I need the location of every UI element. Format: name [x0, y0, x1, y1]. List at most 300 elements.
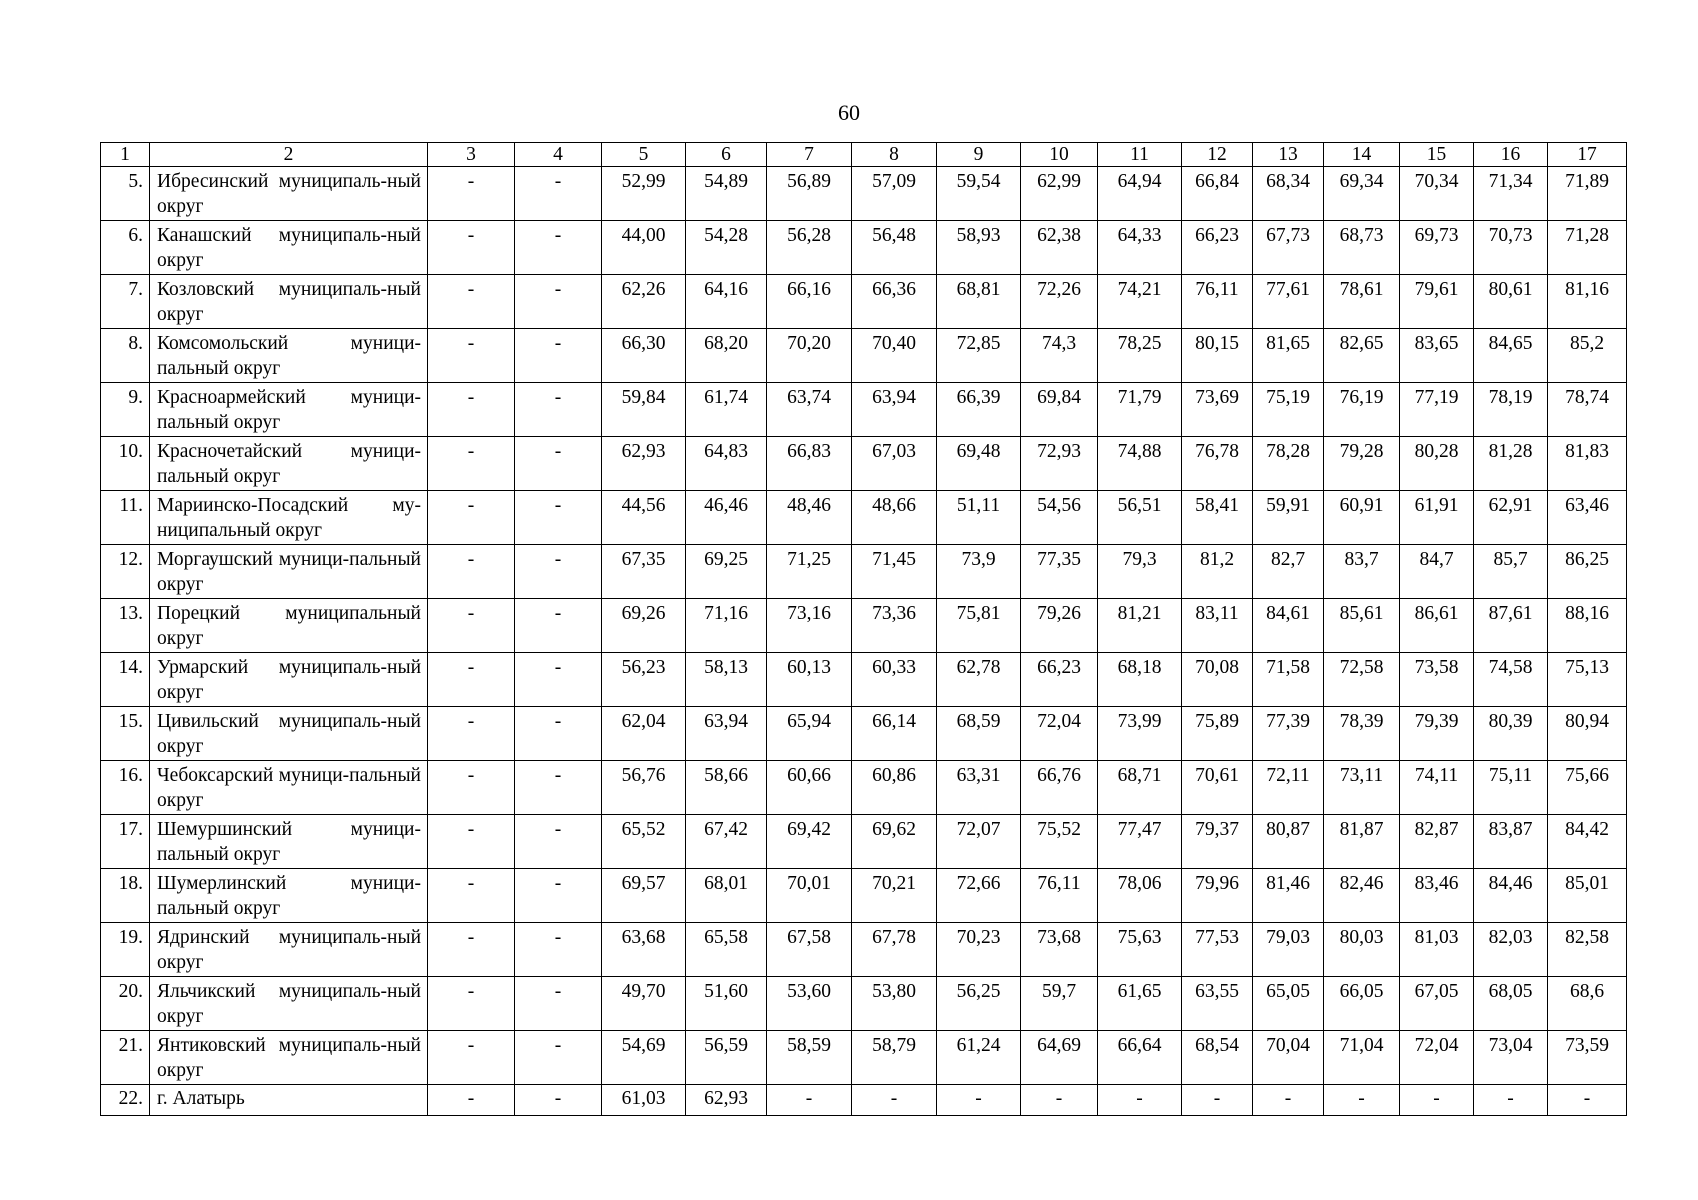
value-cell: 63,46	[1548, 491, 1627, 545]
value-cell: 78,25	[1098, 329, 1182, 383]
value-cell: -	[428, 599, 515, 653]
value-cell: 71,79	[1098, 383, 1182, 437]
value-cell: 64,16	[686, 275, 767, 329]
value-cell: 73,04	[1474, 1031, 1548, 1085]
value-cell: 70,20	[767, 329, 852, 383]
value-cell: 70,34	[1400, 167, 1474, 221]
value-cell: -	[1400, 1085, 1474, 1116]
value-cell: 54,69	[602, 1031, 686, 1085]
value-cell: 76,11	[1182, 275, 1253, 329]
value-cell: 61,24	[937, 1031, 1021, 1085]
row-number-cell: 22.	[101, 1085, 150, 1116]
value-cell: 58,66	[686, 761, 767, 815]
value-cell: 77,61	[1253, 275, 1324, 329]
value-cell: 75,52	[1021, 815, 1098, 869]
value-cell: 80,39	[1474, 707, 1548, 761]
value-cell: 68,71	[1098, 761, 1182, 815]
municipality-name-cell: Шемуршинский муници-пальный округ	[150, 815, 428, 869]
column-header: 15	[1400, 143, 1474, 167]
value-cell: 65,52	[602, 815, 686, 869]
value-cell: 69,57	[602, 869, 686, 923]
value-cell: 78,19	[1474, 383, 1548, 437]
municipality-name-cell: Шумерлинский муници-пальный округ	[150, 869, 428, 923]
value-cell: 71,25	[767, 545, 852, 599]
value-cell: 72,85	[937, 329, 1021, 383]
column-header: 8	[852, 143, 937, 167]
row-number-cell: 12.	[101, 545, 150, 599]
value-cell: 64,94	[1098, 167, 1182, 221]
value-cell: 84,61	[1253, 599, 1324, 653]
value-cell: -	[515, 383, 602, 437]
value-cell: 71,16	[686, 599, 767, 653]
municipality-name-cell: Яльчикский муниципаль-ный округ	[150, 977, 428, 1031]
value-cell: -	[428, 977, 515, 1031]
table-row	[101, 653, 1627, 707]
municipality-name-cell: Урмарский муниципаль-ный округ	[150, 653, 428, 707]
column-header: 4	[515, 143, 602, 167]
column-header: 7	[767, 143, 852, 167]
table-row	[101, 329, 1627, 383]
column-header: 5	[602, 143, 686, 167]
value-cell: 83,46	[1400, 869, 1474, 923]
value-cell: 73,59	[1548, 1031, 1627, 1085]
value-cell: 71,34	[1474, 167, 1548, 221]
value-cell: 62,93	[602, 437, 686, 491]
value-cell: 75,81	[937, 599, 1021, 653]
value-cell: 73,69	[1182, 383, 1253, 437]
table-row	[101, 275, 1627, 329]
value-cell: 80,03	[1324, 923, 1400, 977]
value-cell: 69,34	[1324, 167, 1400, 221]
value-cell: 67,35	[602, 545, 686, 599]
municipality-name-cell: Козловский муниципаль-ный округ	[150, 275, 428, 329]
value-cell: 86,61	[1400, 599, 1474, 653]
row-number-cell: 8.	[101, 329, 150, 383]
row-number-cell: 16.	[101, 761, 150, 815]
value-cell: 82,7	[1253, 545, 1324, 599]
value-cell: 73,9	[937, 545, 1021, 599]
value-cell: 67,73	[1253, 221, 1324, 275]
value-cell: 56,76	[602, 761, 686, 815]
value-cell: 54,28	[686, 221, 767, 275]
value-cell: 67,03	[852, 437, 937, 491]
value-cell: 56,25	[937, 977, 1021, 1031]
value-cell: 62,26	[602, 275, 686, 329]
table-row	[101, 815, 1627, 869]
column-header: 17	[1548, 143, 1627, 167]
value-cell: 69,48	[937, 437, 1021, 491]
value-cell: 81,2	[1182, 545, 1253, 599]
table-row	[101, 383, 1627, 437]
table-body	[101, 167, 1627, 1116]
value-cell: 66,16	[767, 275, 852, 329]
value-cell: 69,26	[602, 599, 686, 653]
value-cell: -	[428, 167, 515, 221]
value-cell: 73,58	[1400, 653, 1474, 707]
value-cell: 84,65	[1474, 329, 1548, 383]
value-cell: 56,23	[602, 653, 686, 707]
value-cell: 69,42	[767, 815, 852, 869]
value-cell: 66,39	[937, 383, 1021, 437]
value-cell: 81,21	[1098, 599, 1182, 653]
value-cell: 66,36	[852, 275, 937, 329]
value-cell: 68,73	[1324, 221, 1400, 275]
value-cell: 63,74	[767, 383, 852, 437]
value-cell: 58,41	[1182, 491, 1253, 545]
value-cell: -	[428, 761, 515, 815]
table-row	[101, 1031, 1627, 1085]
value-cell: 61,74	[686, 383, 767, 437]
value-cell: 69,84	[1021, 383, 1098, 437]
value-cell: 71,04	[1324, 1031, 1400, 1085]
value-cell: -	[428, 923, 515, 977]
municipality-name-cell: Цивильский муниципаль-ный округ	[150, 707, 428, 761]
value-cell: 66,05	[1324, 977, 1400, 1031]
table-row	[101, 923, 1627, 977]
table-row	[101, 977, 1627, 1031]
value-cell: -	[1474, 1085, 1548, 1116]
value-cell: -	[515, 491, 602, 545]
value-cell: 59,91	[1253, 491, 1324, 545]
row-number-cell: 17.	[101, 815, 150, 869]
value-cell: 44,00	[602, 221, 686, 275]
value-cell: 62,04	[602, 707, 686, 761]
value-cell: 84,46	[1474, 869, 1548, 923]
value-cell: 72,04	[1400, 1031, 1474, 1085]
value-cell: 68,05	[1474, 977, 1548, 1031]
column-header: 1	[101, 143, 150, 167]
value-cell: 75,66	[1548, 761, 1627, 815]
value-cell: 88,16	[1548, 599, 1627, 653]
row-number-cell: 19.	[101, 923, 150, 977]
value-cell: 85,7	[1474, 545, 1548, 599]
value-cell: 79,96	[1182, 869, 1253, 923]
value-cell: 68,81	[937, 275, 1021, 329]
value-cell: 81,03	[1400, 923, 1474, 977]
value-cell: 76,19	[1324, 383, 1400, 437]
value-cell: -	[515, 221, 602, 275]
value-cell: 74,21	[1098, 275, 1182, 329]
value-cell: -	[852, 1085, 937, 1116]
value-cell: -	[515, 545, 602, 599]
table-row	[101, 869, 1627, 923]
value-cell: -	[1098, 1085, 1182, 1116]
value-cell: 48,46	[767, 491, 852, 545]
value-cell: 56,59	[686, 1031, 767, 1085]
value-cell: -	[515, 437, 602, 491]
value-cell: 80,15	[1182, 329, 1253, 383]
table-row	[101, 437, 1627, 491]
value-cell: 61,65	[1098, 977, 1182, 1031]
municipality-name-cell: Порецкий муниципальный округ	[150, 599, 428, 653]
value-cell: 79,26	[1021, 599, 1098, 653]
value-cell: -	[428, 275, 515, 329]
value-cell: 68,54	[1182, 1031, 1253, 1085]
value-cell: 78,39	[1324, 707, 1400, 761]
value-cell: 84,42	[1548, 815, 1627, 869]
municipality-name-cell: Янтиковский муниципаль-ный округ	[150, 1031, 428, 1085]
value-cell: 81,87	[1324, 815, 1400, 869]
data-table	[100, 142, 1627, 1116]
value-cell: 59,84	[602, 383, 686, 437]
value-cell: 75,63	[1098, 923, 1182, 977]
value-cell: 74,11	[1400, 761, 1474, 815]
value-cell: 58,13	[686, 653, 767, 707]
value-cell: 70,40	[852, 329, 937, 383]
value-cell: 66,23	[1021, 653, 1098, 707]
header-row	[101, 143, 1627, 167]
value-cell: 70,73	[1474, 221, 1548, 275]
value-cell: -	[515, 923, 602, 977]
value-cell: 66,84	[1182, 167, 1253, 221]
value-cell: -	[428, 437, 515, 491]
value-cell: 57,09	[852, 167, 937, 221]
value-cell: 70,61	[1182, 761, 1253, 815]
municipality-name-cell: Красночетайский муници-пальный округ	[150, 437, 428, 491]
value-cell: 62,91	[1474, 491, 1548, 545]
value-cell: 66,76	[1021, 761, 1098, 815]
value-cell: 71,89	[1548, 167, 1627, 221]
row-number-cell: 20.	[101, 977, 150, 1031]
value-cell: 53,60	[767, 977, 852, 1031]
value-cell: 54,89	[686, 167, 767, 221]
value-cell: -	[515, 707, 602, 761]
table-row	[101, 1085, 1627, 1116]
value-cell: 80,94	[1548, 707, 1627, 761]
value-cell: 69,73	[1400, 221, 1474, 275]
column-header: 3	[428, 143, 515, 167]
value-cell: 62,78	[937, 653, 1021, 707]
value-cell: 68,01	[686, 869, 767, 923]
value-cell: 56,51	[1098, 491, 1182, 545]
column-header: 10	[1021, 143, 1098, 167]
value-cell: 72,04	[1021, 707, 1098, 761]
value-cell: -	[428, 869, 515, 923]
value-cell: 67,78	[852, 923, 937, 977]
value-cell: 54,56	[1021, 491, 1098, 545]
value-cell: 58,59	[767, 1031, 852, 1085]
table-row	[101, 491, 1627, 545]
value-cell: 56,48	[852, 221, 937, 275]
column-header: 16	[1474, 143, 1548, 167]
municipality-name-cell: Ядринский муниципаль-ный округ	[150, 923, 428, 977]
value-cell: 79,39	[1400, 707, 1474, 761]
value-cell: 75,13	[1548, 653, 1627, 707]
value-cell: 82,03	[1474, 923, 1548, 977]
value-cell: 74,88	[1098, 437, 1182, 491]
value-cell: 66,83	[767, 437, 852, 491]
value-cell: 58,79	[852, 1031, 937, 1085]
value-cell: 66,14	[852, 707, 937, 761]
value-cell: -	[428, 707, 515, 761]
municipality-name-cell: Ибресинский муниципаль-ный округ	[150, 167, 428, 221]
value-cell: 63,55	[1182, 977, 1253, 1031]
municipality-name-cell: Комсомольский муници-пальный округ	[150, 329, 428, 383]
value-cell: 52,99	[602, 167, 686, 221]
value-cell: -	[937, 1085, 1021, 1116]
value-cell: 77,35	[1021, 545, 1098, 599]
value-cell: 61,91	[1400, 491, 1474, 545]
value-cell: 70,04	[1253, 1031, 1324, 1085]
value-cell: 66,30	[602, 329, 686, 383]
value-cell: 82,87	[1400, 815, 1474, 869]
value-cell: 80,28	[1400, 437, 1474, 491]
value-cell: 83,11	[1182, 599, 1253, 653]
value-cell: 70,01	[767, 869, 852, 923]
value-cell: 79,3	[1098, 545, 1182, 599]
value-cell: -	[428, 815, 515, 869]
value-cell: 67,05	[1400, 977, 1474, 1031]
value-cell: 74,58	[1474, 653, 1548, 707]
municipality-name-cell: Мариинско-Посадский му-ниципальный округ	[150, 491, 428, 545]
row-number-cell: 11.	[101, 491, 150, 545]
value-cell: 76,11	[1021, 869, 1098, 923]
row-number-cell: 15.	[101, 707, 150, 761]
value-cell: 67,58	[767, 923, 852, 977]
municipality-name-cell: Чебоксарский муници-пальный округ	[150, 761, 428, 815]
value-cell: 68,20	[686, 329, 767, 383]
value-cell: 56,28	[767, 221, 852, 275]
row-number-cell: 13.	[101, 599, 150, 653]
value-cell: -	[1182, 1085, 1253, 1116]
value-cell: 82,46	[1324, 869, 1400, 923]
row-number-cell: 5.	[101, 167, 150, 221]
municipality-name-cell: Красноармейский муници-пальный округ	[150, 383, 428, 437]
value-cell: 72,11	[1253, 761, 1324, 815]
value-cell: 56,89	[767, 167, 852, 221]
value-cell: 62,93	[686, 1085, 767, 1116]
value-cell: 79,61	[1400, 275, 1474, 329]
value-cell: 73,99	[1098, 707, 1182, 761]
value-cell: 74,3	[1021, 329, 1098, 383]
column-header: 13	[1253, 143, 1324, 167]
municipality-name-cell: Моргаушский муници-пальный округ	[150, 545, 428, 599]
column-header: 12	[1182, 143, 1253, 167]
value-cell: 48,66	[852, 491, 937, 545]
value-cell: 79,03	[1253, 923, 1324, 977]
value-cell: -	[515, 869, 602, 923]
row-number-cell: 14.	[101, 653, 150, 707]
value-cell: 70,08	[1182, 653, 1253, 707]
value-cell: -	[515, 599, 602, 653]
value-cell: -	[428, 653, 515, 707]
value-cell: 85,01	[1548, 869, 1627, 923]
value-cell: 53,80	[852, 977, 937, 1031]
value-cell: 51,11	[937, 491, 1021, 545]
row-number-cell: 18.	[101, 869, 150, 923]
row-number-cell: 7.	[101, 275, 150, 329]
value-cell: 60,66	[767, 761, 852, 815]
column-header: 6	[686, 143, 767, 167]
municipality-name-cell: г. Алатырь	[150, 1085, 428, 1116]
value-cell: 72,93	[1021, 437, 1098, 491]
value-cell: 66,64	[1098, 1031, 1182, 1085]
value-cell: 72,58	[1324, 653, 1400, 707]
value-cell: 44,56	[602, 491, 686, 545]
value-cell: 71,45	[852, 545, 937, 599]
value-cell: 66,23	[1182, 221, 1253, 275]
value-cell: 72,26	[1021, 275, 1098, 329]
municipality-name-cell: Канашский муниципаль-ный округ	[150, 221, 428, 275]
value-cell: 60,91	[1324, 491, 1400, 545]
value-cell: 75,11	[1474, 761, 1548, 815]
column-header: 2	[150, 143, 428, 167]
value-cell: 77,19	[1400, 383, 1474, 437]
value-cell: 82,58	[1548, 923, 1627, 977]
value-cell: 78,06	[1098, 869, 1182, 923]
row-number-cell: 10.	[101, 437, 150, 491]
value-cell: 78,28	[1253, 437, 1324, 491]
value-cell: 77,47	[1098, 815, 1182, 869]
table-row	[101, 167, 1627, 221]
value-cell: 68,18	[1098, 653, 1182, 707]
value-cell: 73,16	[767, 599, 852, 653]
row-number-cell: 21.	[101, 1031, 150, 1085]
value-cell: 61,03	[602, 1085, 686, 1116]
value-cell: 85,61	[1324, 599, 1400, 653]
table-row	[101, 707, 1627, 761]
value-cell: 62,99	[1021, 167, 1098, 221]
value-cell: 59,54	[937, 167, 1021, 221]
value-cell: 72,07	[937, 815, 1021, 869]
value-cell: 60,33	[852, 653, 937, 707]
value-cell: 63,31	[937, 761, 1021, 815]
value-cell: -	[428, 1031, 515, 1085]
value-cell: -	[515, 653, 602, 707]
value-cell: 77,53	[1182, 923, 1253, 977]
value-cell: 83,65	[1400, 329, 1474, 383]
value-cell: 64,69	[1021, 1031, 1098, 1085]
value-cell: 81,16	[1548, 275, 1627, 329]
value-cell: 49,70	[602, 977, 686, 1031]
value-cell: 60,86	[852, 761, 937, 815]
value-cell: 76,78	[1182, 437, 1253, 491]
value-cell: 81,28	[1474, 437, 1548, 491]
value-cell: 58,93	[937, 221, 1021, 275]
value-cell: -	[1253, 1085, 1324, 1116]
value-cell: 78,61	[1324, 275, 1400, 329]
value-cell: 73,68	[1021, 923, 1098, 977]
value-cell: 64,33	[1098, 221, 1182, 275]
value-cell: 85,2	[1548, 329, 1627, 383]
value-cell: 87,61	[1474, 599, 1548, 653]
value-cell: 75,19	[1253, 383, 1324, 437]
page-number: 60	[838, 100, 860, 125]
value-cell: -	[515, 977, 602, 1031]
value-cell: 68,6	[1548, 977, 1627, 1031]
value-cell: 63,68	[602, 923, 686, 977]
value-cell: 59,7	[1021, 977, 1098, 1031]
value-cell: 78,74	[1548, 383, 1627, 437]
value-cell: 65,58	[686, 923, 767, 977]
value-cell: -	[515, 761, 602, 815]
value-cell: -	[515, 1085, 602, 1116]
row-number-cell: 6.	[101, 221, 150, 275]
value-cell: 81,83	[1548, 437, 1627, 491]
value-cell: -	[1324, 1085, 1400, 1116]
value-cell: -	[1021, 1085, 1098, 1116]
value-cell: -	[515, 329, 602, 383]
value-cell: 69,62	[852, 815, 937, 869]
value-cell: -	[515, 1031, 602, 1085]
value-cell: 82,65	[1324, 329, 1400, 383]
value-cell: 70,23	[937, 923, 1021, 977]
value-cell: 73,11	[1324, 761, 1400, 815]
value-cell: 63,94	[686, 707, 767, 761]
value-cell: -	[515, 167, 602, 221]
value-cell: 83,7	[1324, 545, 1400, 599]
value-cell: 84,7	[1400, 545, 1474, 599]
